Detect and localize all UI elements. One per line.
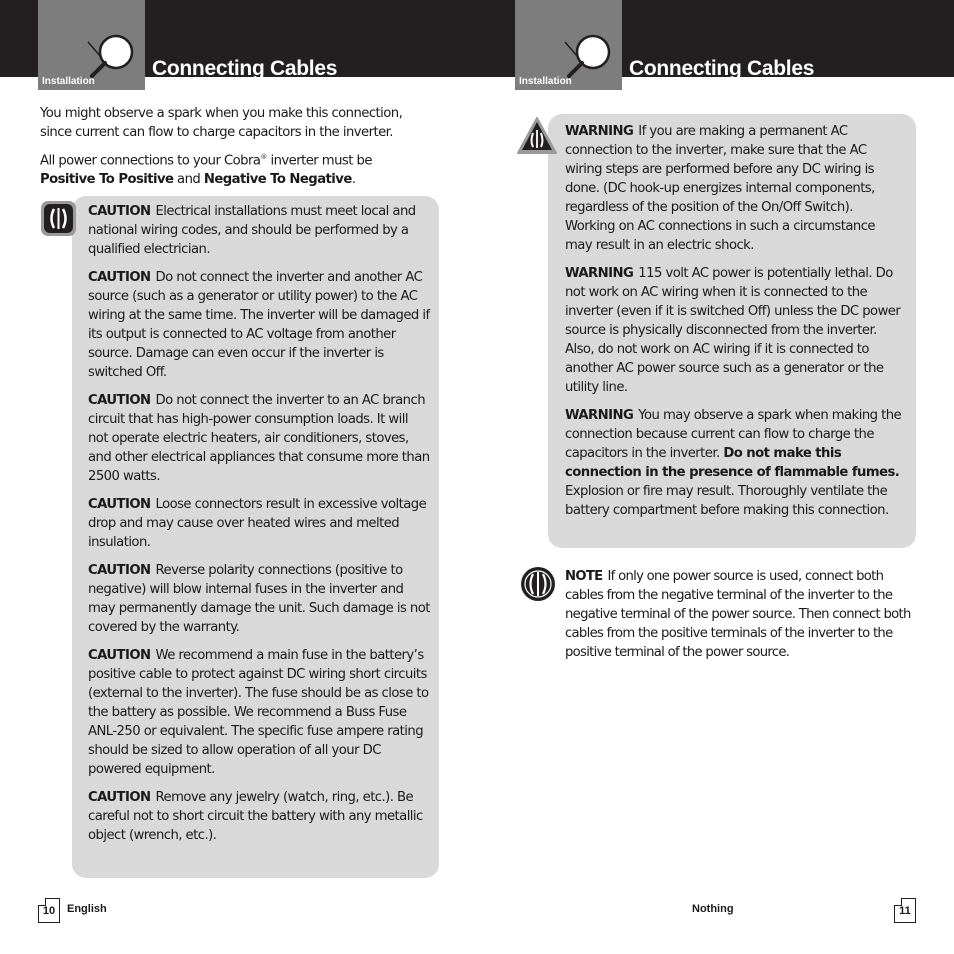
- section-tab-right: [515, 0, 622, 90]
- caution-item: CAUTION Do not connect the inverter to an AC branch circuit that has high-power consumption loads. It will not operate electric heaters, air conditioners, stoves, and other electrical appliances that consume more than 2500 watts.: [88, 393, 430, 484]
- caution-item: CAUTION Electrical installations must meet local and national wiring codes, and should be performed by a qualified electrician.: [88, 204, 416, 257]
- page-title: Connecting Cables: [629, 57, 815, 80]
- intro-paragraph: You might observe a spark when you make this connection, since current can flow to charge capacitors in the inverter.: [40, 106, 403, 140]
- intro-text: [40, 104, 430, 195]
- footer-language-label: English: [67, 903, 107, 915]
- page-number: 10: [38, 898, 60, 923]
- warning-item: WARNING You may observe a spark when making the connection because current can flow to charge the capacitors in the inverter. Do not make this connection in the presence of flammable fumes. Explosion or fire may result. Thoroughly ventilate the battery compartment before making this connection.: [565, 408, 902, 518]
- caution-item: CAUTION Loose connectors result in excessive voltage drop and may cause over heated wires and melted insulation.: [88, 497, 427, 550]
- polarity-paragraph: All power connections to your Cobra® inverter must be Positive To Positive and Negative To Negative.: [40, 153, 372, 188]
- caution-item: CAUTION Reverse polarity connections (positive to negative) will blow internal fuses in the inverter and may permanently damage the unit. Such damage is not covered by the warranty.: [88, 563, 430, 635]
- note-block: [565, 567, 915, 662]
- magnifier-icon: [563, 30, 613, 80]
- warning-item: WARNING If you are making a permanent AC connection to the inverter, make sure that the AC wiring steps are performed before any DC wiring is done. (DC hook-up energizes internal components, regardless of the position of the On/Off Switch). Working on AC connections in such a circumstance may result in an electric shock.: [565, 124, 875, 253]
- magnifier-icon: [86, 30, 136, 80]
- note-icon: [520, 566, 556, 602]
- warning-triangle-icon: [516, 116, 558, 156]
- warning-list: [565, 122, 905, 529]
- section-label: Installation: [519, 76, 572, 87]
- warning-item: WARNING 115 volt AC power is potentially lethal. Do not work on AC wiring when it is connected to the inverter (even if it is switched Off) unless the DC power source is physically disconnected from the inverter. Also, do not work on AC wiring if it is connected to another AC power source such as a generator or the utility line.: [565, 266, 901, 395]
- caution-item: CAUTION Do not connect the inverter and another AC source (such as a generator or utility power) to the AC wiring at the same time. The inverter will be damaged if its output is connected to AC voltage from another source. Damage can even occur if the inverter is switched Off.: [88, 270, 430, 380]
- caution-icon: [40, 200, 77, 237]
- footer-label: Nothing: [692, 903, 734, 915]
- caution-item: CAUTION We recommend a main fuse in the battery’s positive cable to protect against DC wiring short circuits (external to the inverter). The fuse should be as close to the battery as possible. We recommend a Buss Fuse ANL-250 or equivalent. The specific fuse ampere rating should be sized to allow operation of all your DC powered equipment.: [88, 648, 429, 777]
- section-label: Installation: [42, 76, 95, 87]
- section-tab-left: [38, 0, 145, 90]
- caution-list: [88, 202, 430, 854]
- note-item: NOTE If only one power source is used, connect both cables from the negative terminal of the inverter to the negative terminal of the power source. Then connect both cables from the positive terminals of the inverter to the positive terminal of the power source.: [565, 569, 911, 660]
- page-title: Connecting Cables: [152, 57, 338, 80]
- page-number: 11: [894, 898, 916, 923]
- caution-item: CAUTION Remove any jewelry (watch, ring, etc.). Be careful not to short circuit the battery with any metallic object (wrench, etc.).: [88, 790, 423, 843]
